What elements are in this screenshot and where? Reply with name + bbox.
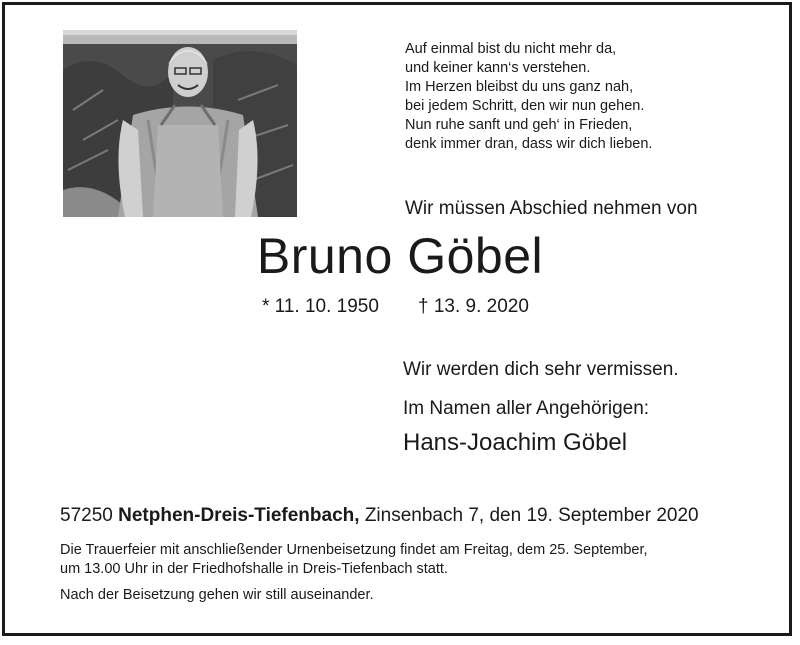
poem-line: Auf einmal bist du nicht mehr da, [405,41,617,57]
poem-line: bei jedem Schritt, den wir nun gehen. [405,98,645,114]
address-postcode: 57250 [60,505,113,526]
poem-line: und keiner kann‘s verstehen. [405,60,591,76]
ceremony-line: Die Trauerfeier mit anschließender Urnenbeisetzung findet am Freitag, dem 25. September, [60,542,648,558]
memorial-poem [405,40,652,154]
poem-line: Nun ruhe sanft und geh‘ in Frieden, [405,117,633,133]
portrait-image [63,30,297,217]
address-town: Netphen-Dreis-Tiefenbach, [118,505,360,526]
poem-line: denk immer dran, dass wir dich lieben. [405,136,653,152]
miss-line: Wir werden dich sehr vermissen. [403,359,679,380]
farewell-intro: Wir müssen Abschied nehmen von [405,198,698,219]
address-rest: Zinsenbach 7, den 19. September 2020 [364,505,699,526]
deceased-name: Bruno Göbel [256,228,544,284]
closing-line: Nach der Beisetzung gehen wir still auseinander. [60,587,374,603]
ceremony-line: um 13.00 Uhr in der Friedhofshalle in Dreis-Tiefenbach statt. [60,560,448,577]
ceremony-info [60,541,648,578]
signer-name: Hans-Joachim Göbel [403,429,628,456]
address-line [60,505,699,527]
portrait-photo [63,30,297,217]
death-date: † 13. 9. 2020 [418,296,529,317]
birth-date: * 11. 10. 1950 [262,296,379,317]
poem-line: Im Herzen bleibst du uns ganz nah, [405,79,634,95]
behalf-line: Im Namen aller Angehörigen: [403,398,650,419]
